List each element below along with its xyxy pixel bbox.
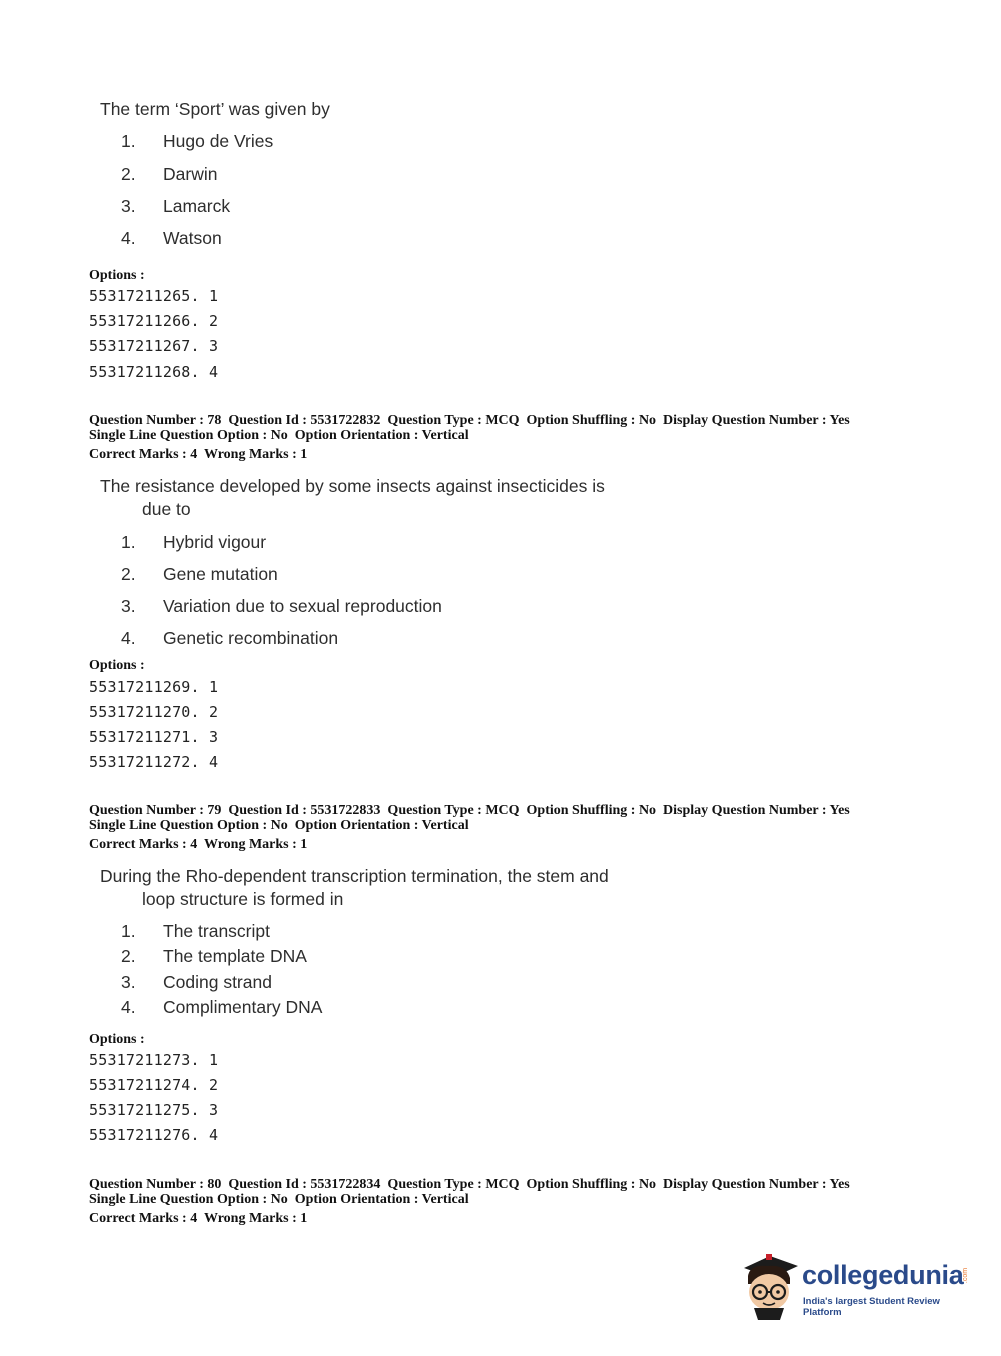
question-79-stem-line-2: loop structure is formed in: [142, 889, 344, 909]
question-79-option-3: 55317211275. 3: [89, 1101, 219, 1119]
question-80-meta-line-2: Single Line Question Option : No Option Orientation : Vertical: [89, 1192, 469, 1207]
question-79-choice-4: 4. Complimentary DNA: [121, 997, 323, 1017]
question-80-marks: Correct Marks : 4 Wrong Marks : 1: [89, 1211, 308, 1226]
question-78-option-2: 55317211270. 2: [89, 703, 219, 721]
question-77-choice-1: 1. Hugo de Vries: [121, 131, 274, 151]
question-78-meta-line-2: Single Line Question Option : No Option Orientation : Vertical: [89, 428, 469, 443]
question-78-option-1: 55317211269. 1: [89, 678, 219, 696]
question-77-option-3: 55317211267. 3: [89, 337, 219, 355]
question-77-choice-3: 3. Lamarck: [121, 196, 231, 216]
question-78-choice-1: 1. Hybrid vigour: [121, 532, 267, 552]
question-78-marks: Correct Marks : 4 Wrong Marks : 1: [89, 447, 308, 462]
question-77-option-2: 55317211266. 2: [89, 312, 219, 330]
question-79-choice-2: 2. The template DNA: [121, 946, 307, 966]
question-79-stem-line-1: During the Rho-dependent transcription termination, the stem and: [100, 866, 609, 886]
question-80-meta-line-1: Question Number : 80 Question Id : 5531722834 Question Type : MCQ Option Shuffling : No Display Question Number : Yes: [89, 1177, 850, 1192]
question-78-options-label: Options :: [89, 658, 145, 673]
question-79-marks: Correct Marks : 4 Wrong Marks : 1: [89, 837, 308, 852]
question-79-meta-line-1: Question Number : 79 Question Id : 5531722833 Question Type : MCQ Option Shuffling : No Display Question Number : Yes: [89, 803, 850, 818]
question-79-choice-1: 1. The transcript: [121, 921, 270, 941]
question-78-choice-3: 3. Variation due to sexual reproduction: [121, 596, 442, 616]
question-77-option-4: 55317211268. 4: [89, 363, 219, 381]
mascot-logo-icon: [740, 1250, 800, 1320]
collegedunia-logo[interactable]: [740, 1250, 970, 1320]
question-77-options-label: Options :: [89, 268, 145, 283]
brand-tagline: India's largest Student Review Platform: [803, 1296, 940, 1318]
question-78-choice-4: 4. Genetic recombination: [121, 628, 339, 648]
question-77-choice-2: 2. Darwin: [121, 164, 218, 184]
question-77-option-1: 55317211265. 1: [89, 287, 219, 305]
question-79-option-1: 55317211273. 1: [89, 1051, 219, 1069]
brand-suffix: .com: [962, 1267, 970, 1284]
question-78-stem-line-2: due to: [142, 499, 191, 519]
question-79-meta-line-2: Single Line Question Option : No Option Orientation : Vertical: [89, 818, 469, 833]
question-78-option-3: 55317211271. 3: [89, 728, 219, 746]
question-79-stem: [100, 865, 609, 911]
question-79-option-4: 55317211276. 4: [89, 1126, 219, 1144]
question-78-stem: [100, 475, 605, 521]
question-79-options-label: Options :: [89, 1032, 145, 1047]
question-79-option-2: 55317211274. 2: [89, 1076, 219, 1094]
brand-name: collegedunia: [802, 1260, 964, 1290]
question-78-stem-line-1: The resistance developed by some insects against insecticides is: [100, 476, 605, 496]
question-78-meta-line-1: Question Number : 78 Question Id : 5531722832 Question Type : MCQ Option Shuffling : No Display Question Number : Yes: [89, 413, 850, 428]
question-78-choice-2: 2. Gene mutation: [121, 564, 278, 584]
question-77-stem: The term ‘Sport’ was given by: [100, 99, 330, 119]
question-79-choice-3: 3. Coding strand: [121, 972, 272, 992]
question-77-choice-4: 4. Watson: [121, 228, 222, 248]
question-78-option-4: 55317211272. 4: [89, 753, 219, 771]
